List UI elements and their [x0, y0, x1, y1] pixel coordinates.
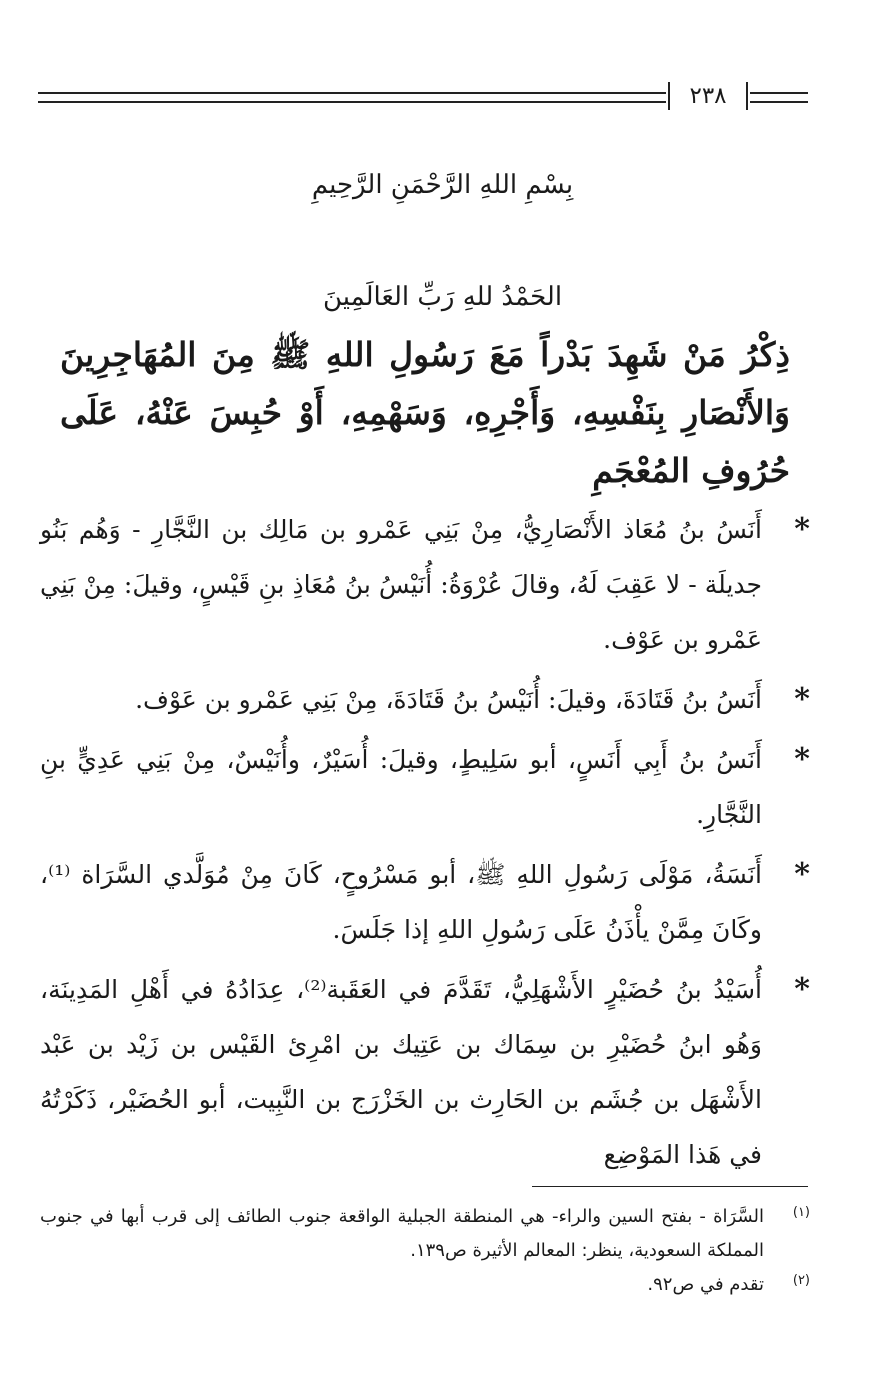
page-header — [38, 82, 808, 112]
footnote-list — [40, 1200, 810, 1302]
page-number: ٢٣٨ — [689, 83, 727, 109]
entry-anas-ibn-qatada — [40, 672, 810, 727]
footnote-2 — [40, 1268, 810, 1302]
entry-marker: * — [794, 972, 810, 1007]
footnote-1 — [40, 1200, 810, 1268]
header-bar — [668, 82, 670, 110]
entry-marker: * — [794, 512, 810, 547]
entry-text: أَنَسَةُ، مَوْلَى رَسُولِ اللهِ ﷺ، أبو مَسْرُوحٍ، كَانَ مِنْ مُوَلَّدي السَّرَاة ⁽¹⁾، وكَانَ مِمَّنْ يأْذَنُ عَلَى رَسُولِ اللهِ إذا جَلَسَ. — [40, 860, 762, 944]
entry-marker: * — [794, 682, 810, 717]
footnote-separator — [532, 1186, 808, 1187]
entry-text: أَنَسُ بنُ مُعَاذ الأَنْصَارِيُّ، مِنْ بَنِي عَمْرو بن مَالِك بن النَّجَّارِ - وَهُم بَنُو جديلَة - لا عَقِبَ لَهُ، وقالَ عُرْوَةُ: أُنَيْسُ بنُ مُعَاذِ بنِ قَيْسٍ، وقيلَ: مِنْ بَنِي عَمْرو بن عَوْف. — [40, 515, 762, 654]
hamd-line: الحَمْدُ للهِ رَبِّ العَالَمِينَ — [322, 282, 563, 312]
footnote-text: تقدم في ص٩٢. — [647, 1274, 764, 1295]
footnote-marker: (١) — [792, 1205, 810, 1220]
entry-marker: * — [794, 857, 810, 892]
header-rule-left — [38, 92, 666, 103]
entry-anasa — [40, 847, 810, 957]
header-bar — [746, 82, 748, 110]
entry-text: أَنَسُ بنُ أَبِي أَنَسٍ، أبو سَلِيطٍ، وقيلَ: أُسَيْرٌ، وأُنَيْسٌ، مِنْ بَنِي عَدِيٍّ بنِ النَّجَّارِ. — [40, 745, 762, 829]
entry-anas-ibn-muadh — [40, 502, 810, 667]
entry-anas-ibn-abi-anas — [40, 732, 810, 842]
entry-marker: * — [794, 742, 810, 777]
footnote-text: السَّرَاة - بفتح السين والراء- هي المنطقة الجبلية الواقعة جنوب الطائف إلى قرب أبها في جنوب المملكة السعودية، ينظر: المعالم الأثيرة ص١٣٩. — [40, 1206, 764, 1261]
entry-text: أَنَسُ بنُ قَتَادَةَ، وقيلَ: أُنَيْسُ بنُ قَتَادَةَ، مِنْ بَنِي عَمْرو بن عَوْف. — [135, 685, 762, 714]
header-rule-right — [750, 92, 808, 103]
entry-list — [40, 502, 810, 1187]
basmala: بِسْمِ اللهِ الرَّحْمَنِ الرَّحِيمِ — [311, 170, 574, 200]
entry-usayd-ibn-hudayr — [40, 962, 810, 1182]
footnote-marker: (٢) — [792, 1273, 810, 1288]
chapter-title: ذِكْرُ مَنْ شَهِدَ بَدْراً مَعَ رَسُولِ اللهِ ﷺ مِنَ المُهَاجِرِينَ وَالأَنْصَارِ بِنَفْسِهِ، وَأَجْرِهِ، وَسَهْمِهِ، أَوْ حُبِسَ عَنْهُ، عَلَى حُرُوفِ المُعْجَمِ — [60, 335, 790, 490]
entry-text: أُسَيْدُ بنُ حُضَيْرٍ الأَشْهَلِيُّ، تَقَدَّمَ في العَقَبة⁽²⁾، عِدَادُهُ في أَهْلِ المَدِينَة، وَهُو ابنُ حُضَيْرِ بن سِمَاك بن عَتِيك بن امْرِئ القَيْس بن زَيْد بن عَبْد الأَشْهَل بن جُشَم بن الحَارِث بن الخَزْرَج بن النَّبِيت، أبو الحُضَيْر، ذَكَرْتُهُ في هَذا المَوْضِع — [40, 975, 762, 1169]
